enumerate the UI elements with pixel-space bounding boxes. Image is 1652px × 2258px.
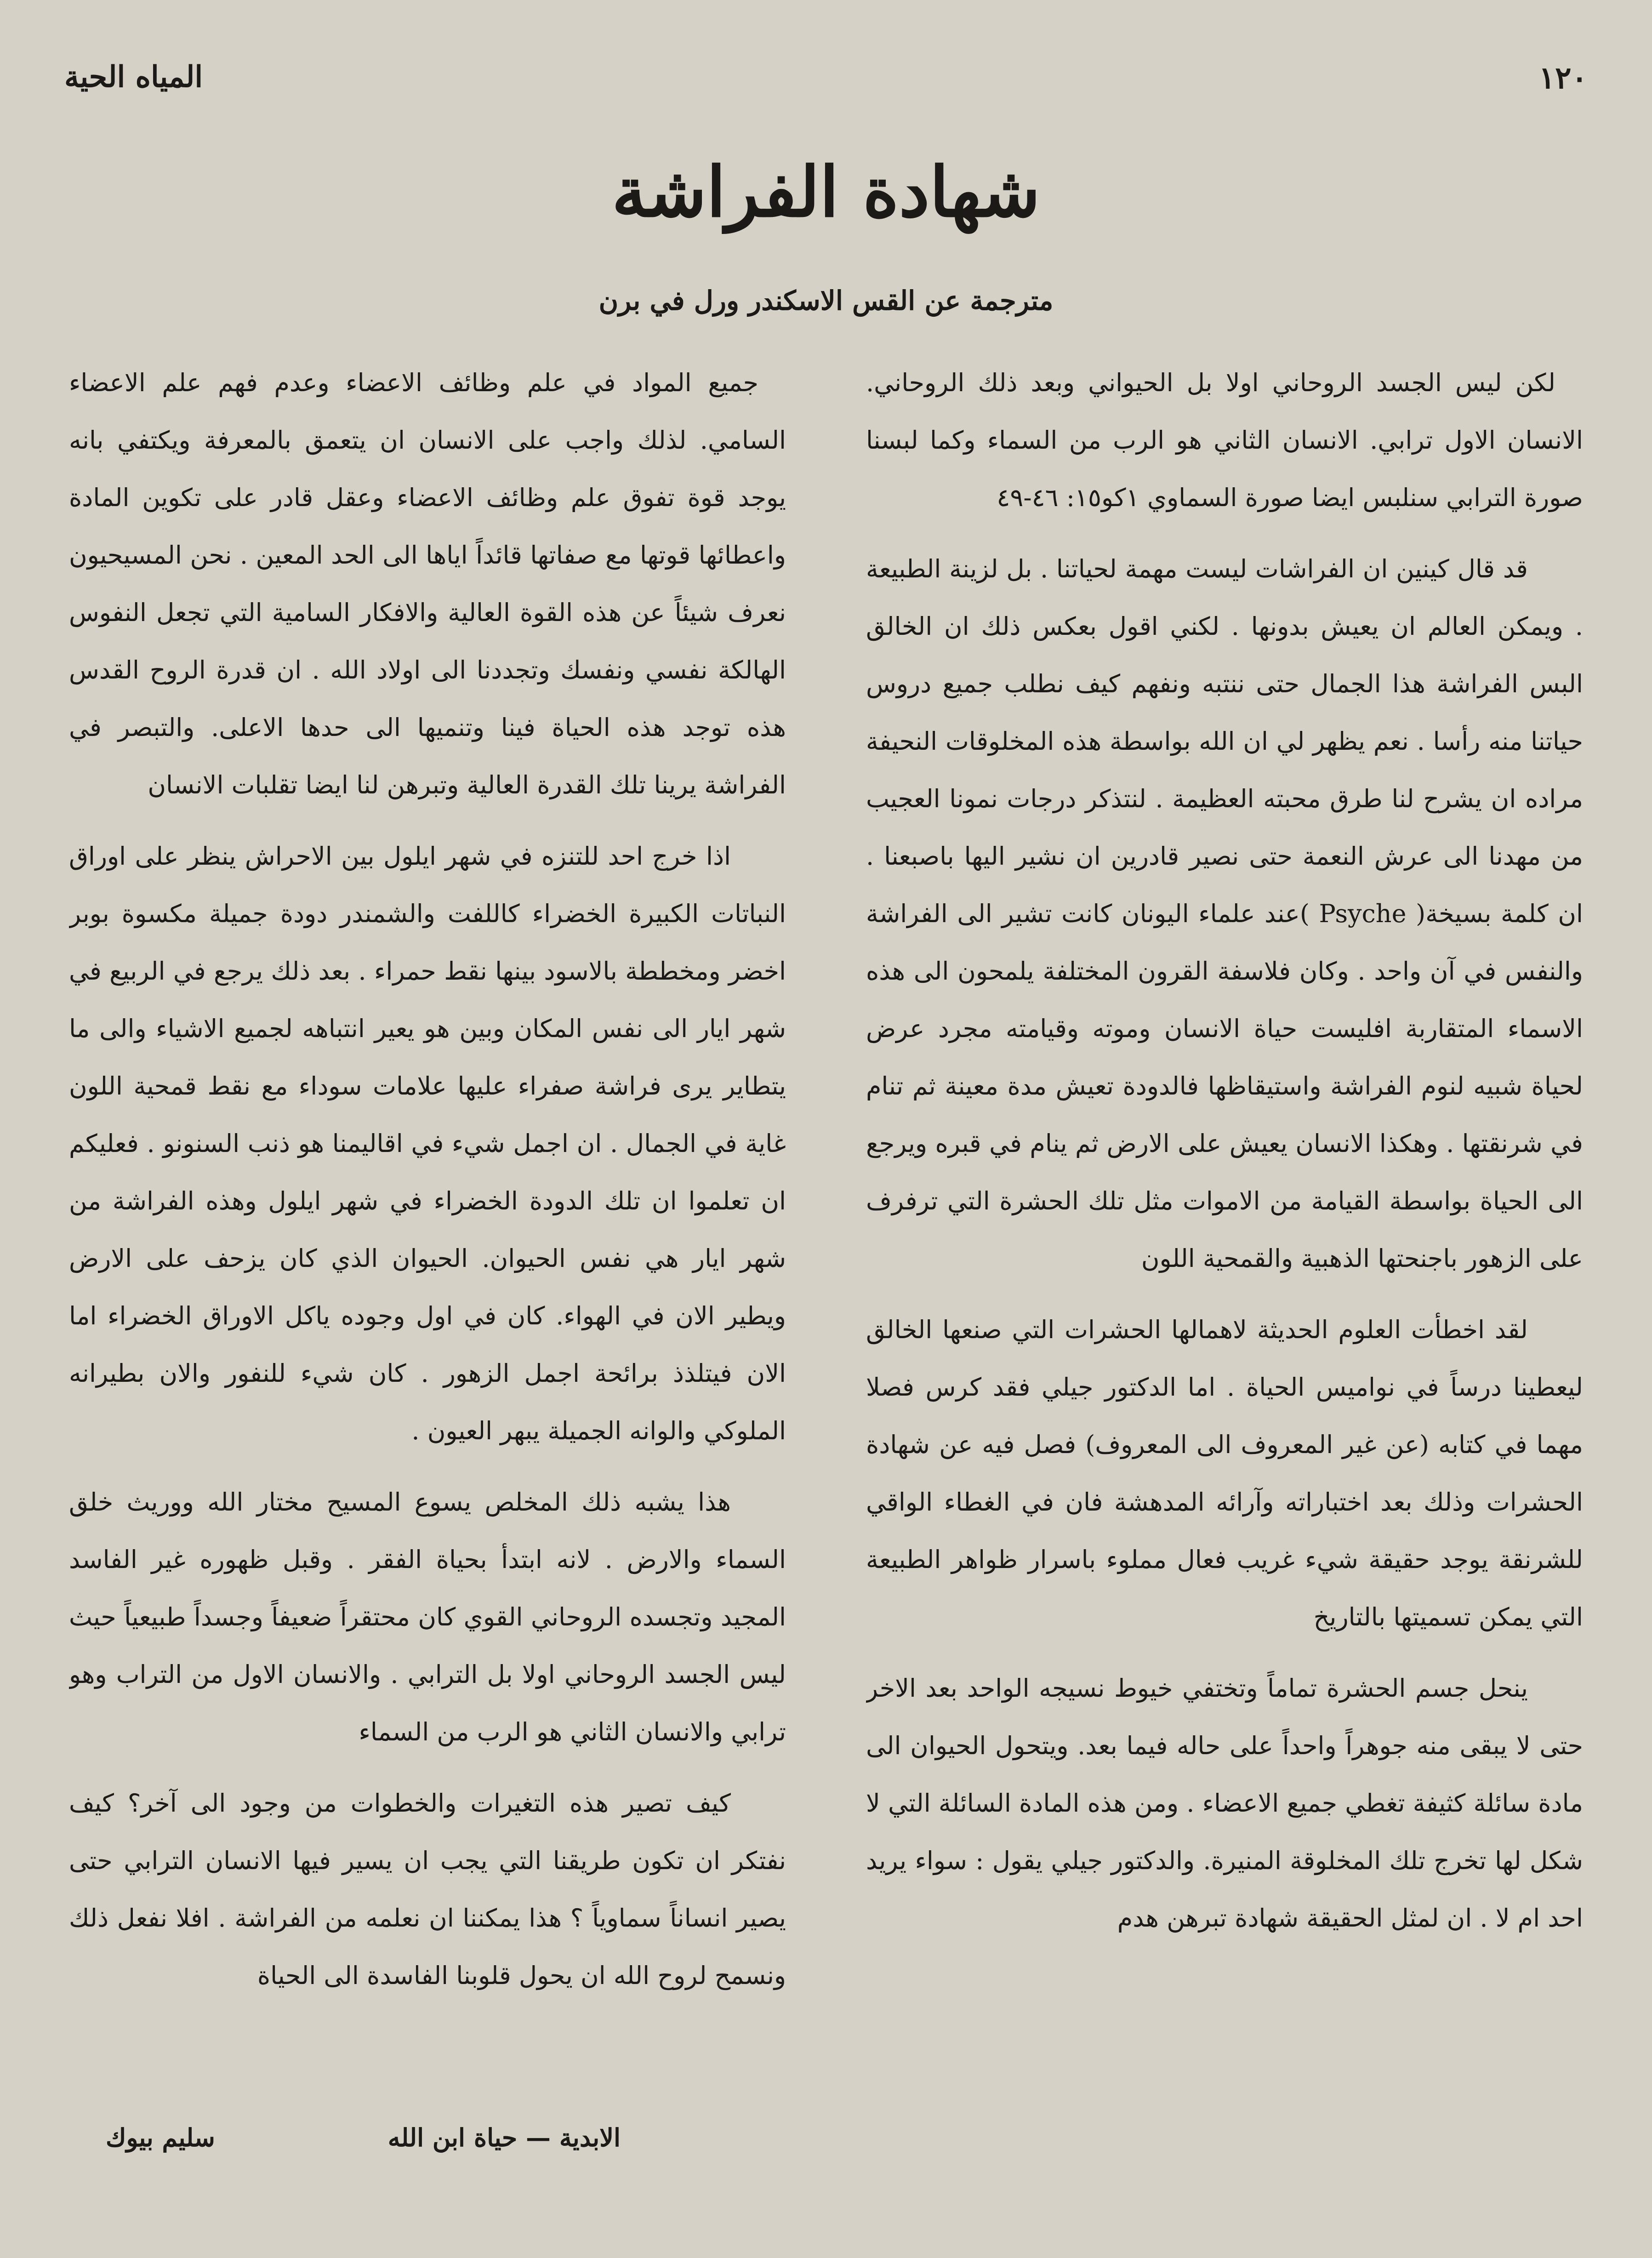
paragraph: قد قال كينين ان الفراشات ليست مهمة لحياتنا . بل لزينة الطبيعة . ويمكن العالم ان يعيش بدونها . لكني اقول بعكس ذلك ان الخالق البس الفراشة هذا الجمال حتى ننتبه ونفهم كيف نطلب جميع دروس حياتنا منه رأسا . نعم يظهر لي ان الله بواسطة هذه المخلوقات النحيفة مراده ان يشرح لنا طرق محبته العظيمة . لنتذكر درجات نمونا العجيب من مهدنا الى عرش النعمة حتى نصير قادرين ان نشير اليها باصبعنا . ان كلمة بسيخة( Psyche )عند علماء اليونان كانت تشير الى الفراشة والنفس في آن واحد . وكان فلاسفة القرون المختلفة يلمحون الى هذه الاسماء المتقاربة افليست حياة الانسان وموته وقيامته مجرد عرض لحياة شبيه لنوم الفراشة واستيقاظها فالدودة تعيش مدة معينة ثم تنام في شرنقتها . وهكذا الانسان يعيش على الارض ثم ينام في قبره ويرجع الى الحياة بواسطة القيامة من الاموات مثل تلك الحشرة التي ترفرف على الزهور باجنحتها الذهبية والقمحية اللون <box>866 554 1583 1273</box>
left-column <box>69 354 786 2174</box>
signature-row <box>69 2110 786 2165</box>
right-column <box>866 354 1583 2174</box>
paragraph: اذا خرج احد للتنزه في شهر ايلول بين الاحراش ينظر على اوراق النباتات الكبيرة الخضراء كاللفت والشمندر دودة جميلة مكسوة بوبر اخضر ومخططة بالاسود بينها نقط حمراء . بعد ذلك يرجع في الربيع في شهر ايار الى نفس المكان وبين هو يعير انتباهه لجميع الاشياء والى ما يتطاير يرى فراشة صفراء عليها علامات سوداء مع نقط قمحية اللون غاية في الجمال . ان اجمل شيء في اقاليمنا هو ذنب السنونو . فعليكم ان تعلموا ان تلك الدودة الخضراء في شهر ايلول وهذه الفراشة من شهر ايار هي نفس الحيوان. الحيوان الذي كان يزحف على الارض ويطير الان في الهواء. كان في اول وجوده ياكل الاوراق الخضراء اما الان فيتلذذ برائحة اجمل الزهور . كان شيء للنفور والان بطيرانه الملوكي والوانه الجميلة يبهر العيون . <box>69 842 786 1445</box>
closing-source: الابدية — حياة ابن الله <box>387 2123 621 2152</box>
paragraph: هذا يشبه ذلك المخلص يسوع المسيح مختار الله ووريث خلق السماء والارض . لانه ابتدأ بحياة الفقر . وقبل ظهوره غير الفاسد المجيد وتجسده الروحاني القوي كان محتقراً ضعيفاً وجسداً طبيعياً حيث ليس الجسد الروحاني اولا بل الترابي . والانسان الاول من التراب وهو ترابي والانسان الثاني هو الرب من السماء <box>69 1488 786 1746</box>
page-number: ١٢٠ <box>1538 60 1588 96</box>
paragraph: جميع المواد في علم وظائف الاعضاء وعدم فهم علم الاعضاء السامي. لذلك واجب على الانسان ان يتعمق بالمعرفة ويكتفي بانه يوجد قوة تفوق علم وظائف الاعضاء وعقل قادر على تكوين المادة واعطائها قوتها مع صفاتها قائداً اياها الى الحد المعين . نحن المسيحيون نعرف شيئاً عن هذه القوة العالية والافكار السامية التي تجعل النفوس الهالكة نفسي ونفسك وتجددنا الى اولاد الله . ان قدرة الروح القدس هذه توجد هذه الحياة فينا وتنميها الى حدها الاعلى. والتبصر في الفراشة يرينا تلك القدرة العالية وتبرهن لنا ايضا تقلبات الانسان <box>69 368 786 799</box>
article-subtitle: مترجمة عن القس الاسكندر ورل في برن <box>598 285 1054 316</box>
paragraph: كيف تصير هذه التغيرات والخطوات من وجود الى آخر؟ كيف نفتكر ان تكون طريقنا التي يجب ان يسير فيها الانسان الترابي حتى يصير انساناً سماوياً ؟ هذا يمكننا ان نعلمه من الفراشة . افلا نفعل ذلك ونسمح لروح الله ان يحول قلوبنا الفاسدة الى الحياة <box>69 1789 786 1990</box>
paragraph: لكن ليس الجسد الروحاني اولا بل الحيواني وبعد ذلك الروحاني. الانسان الاول ترابي. الانسان الثاني هو الرب من السماء وكما لبسنا صورة الترابي سنلبس ايضا صورة السماوي ١كو١٥: ٤٦-٤٩ <box>866 368 1583 512</box>
paragraph: ينحل جسم الحشرة تماماً وتختفي خيوط نسيجه الواحد بعد الاخر حتى لا يبقى منه جوهراً واحداً على حاله فيما بعد. ويتحول الحيوان الى مادة سائلة كثيفة تغطي جميع الاعضاء . ومن هذه المادة السائلة التي لا شكل لها تخرج تلك المخلوقة المنيرة. والدكتور جيلي يقول : سواء يريد احد ام لا . ان لمثل الحقيقة شهادة تبرهن هدم <box>866 1674 1583 1933</box>
page-header <box>64 60 1588 115</box>
article-title: شهادة الفراشة <box>612 152 1040 233</box>
journal-name: المياه الحية <box>64 60 203 94</box>
author-signature: سليم بيوك <box>106 2123 215 2152</box>
paragraph: لقد اخطأت العلوم الحديثة لاهمالها الحشرات التي صنعها الخالق ليعطينا درساً في نواميس الحياة . اما الدكتور جيلي فقد كرس فصلا مهما في كتابه (عن غير المعروف الى المعروف) فصل فيه عن شهادة الحشرات وذلك بعد اختباراته وآرائه المدهشة فان في الغطاء الواقي للشرنقة يوجد حقيقة شيء غريب فعال مملوء باسرار ظواهر الطبيعة التي يمكن تسميتها بالتاريخ <box>866 1315 1583 1631</box>
